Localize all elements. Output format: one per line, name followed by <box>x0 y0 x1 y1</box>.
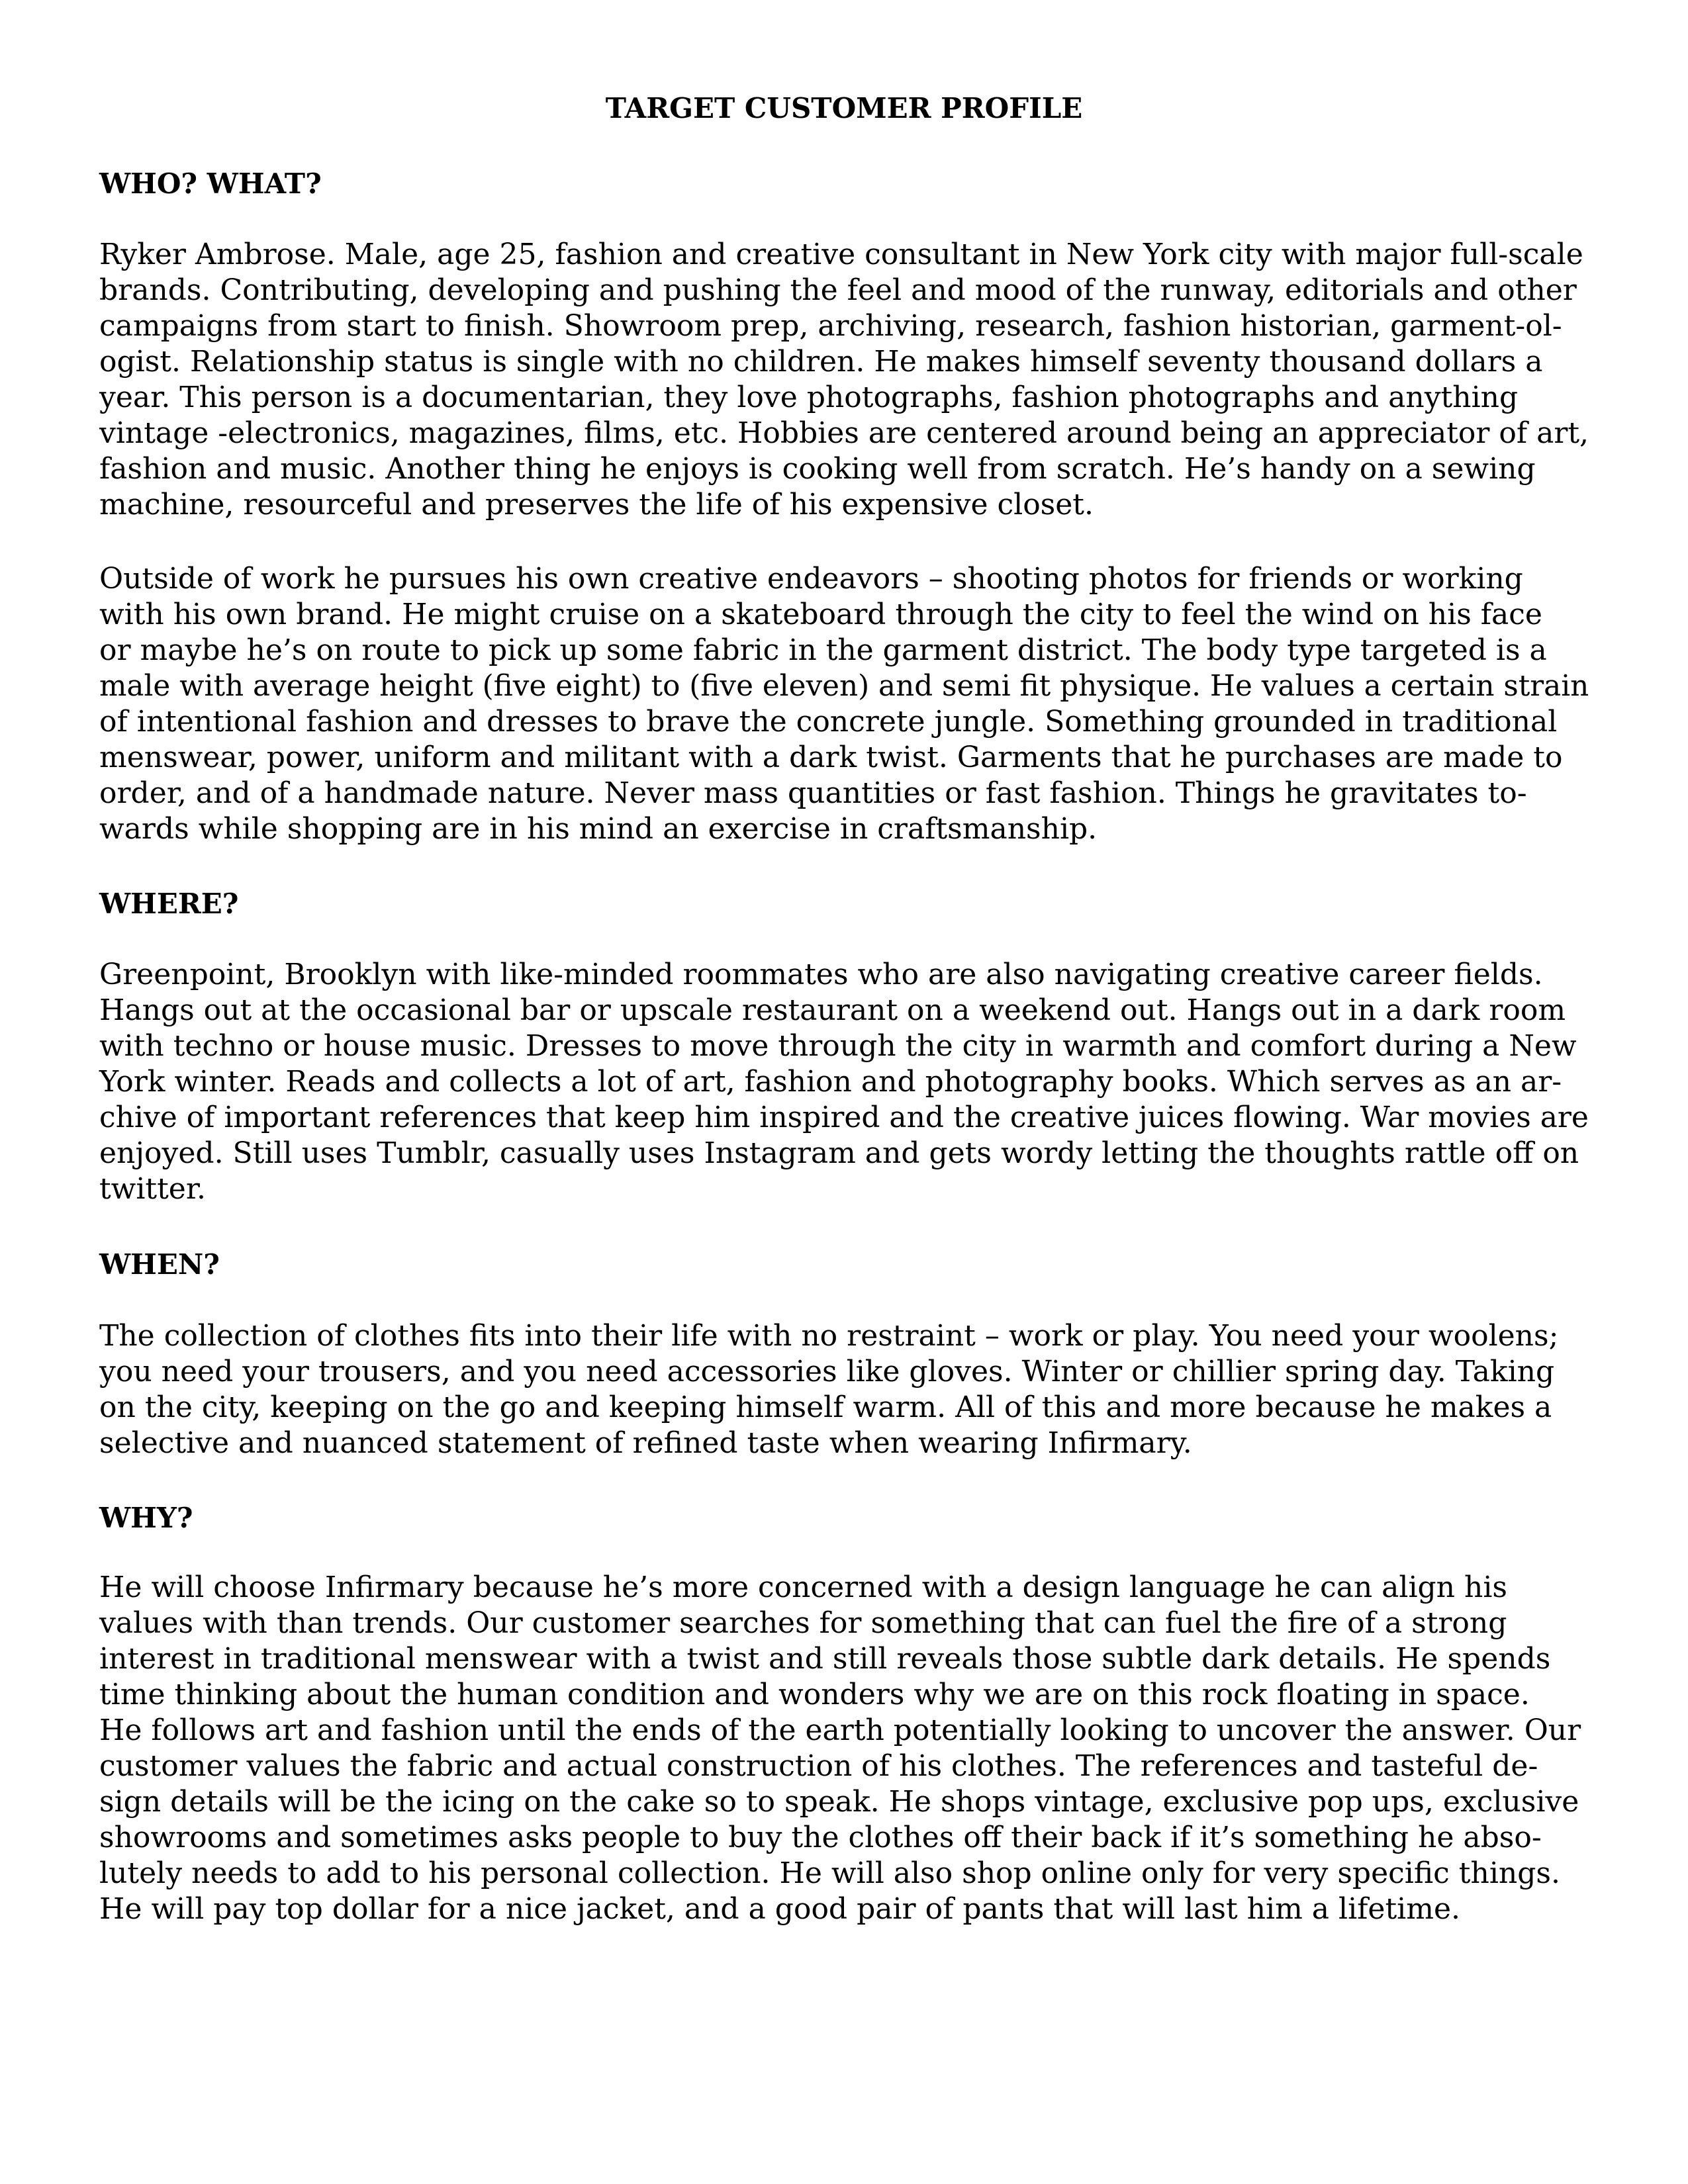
text-line: order, and of a handmade nature. Never mass quantities or fast fashion. Things he gravitates to- <box>99 776 1527 810</box>
text-line: machine, resourceful and preserves the life of his expensive closet. <box>99 488 1094 522</box>
section-heading-why: WHY? <box>99 1502 193 1534</box>
text-line: York winter. Reads and collects a lot of art, fashion and photography books. Which serves as an ar- <box>99 1065 1562 1099</box>
text-line: showrooms and sometimes asks people to buy the clothes off their back if it’s something he abso- <box>99 1821 1542 1854</box>
text-line: on the city, keeping on the go and keeping himself warm. All of this and more because he makes a <box>99 1390 1552 1424</box>
text-line: campaigns from start to finish. Showroom prep, archiving, research, fashion historian, garment-ol- <box>99 309 1562 343</box>
section-heading-where: WHERE? <box>99 887 239 920</box>
text-line: He follows art and fashion until the ends of the earth potentially looking to uncover the answer. Our <box>99 1713 1581 1747</box>
text-line: twitter. <box>99 1172 207 1206</box>
text-line: chive of important references that keep him inspired and the creative juices flowing. War movies are <box>99 1101 1589 1134</box>
text-line: you need your trousers, and you need accessories like gloves. Winter or chillier spring day. Taking <box>99 1355 1555 1388</box>
text-line: lutely needs to add to his personal collection. He will also shop online only for very specific things. <box>99 1856 1560 1890</box>
text-line: or maybe he’s on route to pick up some fabric in the garment district. The body type targeted is a <box>99 633 1547 667</box>
text-line: time thinking about the human condition and wonders why we are on this rock floating in space. <box>99 1678 1530 1711</box>
text-line: of intentional fashion and dresses to brave the concrete jungle. Something grounded in traditional <box>99 705 1558 739</box>
section-heading-who-what: WHO? WHAT? <box>99 167 322 200</box>
page-title: TARGET CUSTOMER PROFILE <box>605 92 1083 124</box>
text-line: Outside of work he pursues his own creative endeavors – shooting photos for friends or working <box>99 562 1523 596</box>
text-line: wards while shopping are in his mind an exercise in craftsmanship. <box>99 812 1098 846</box>
text-line: brands. Contributing, developing and pushing the feel and mood of the runway, editorials and other <box>99 273 1577 307</box>
text-line: year. This person is a documentarian, they love photographs, fashion photographs and anything <box>99 381 1519 414</box>
text-line: values with than trends. Our customer searches for something that can fuel the fire of a strong <box>99 1606 1507 1640</box>
text-line: Ryker Ambrose. Male, age 25, fashion and creative consultant in New York city with major full-scale <box>99 238 1583 271</box>
text-line: Greenpoint, Brooklyn with like-minded roommates who are also navigating creative career fields. <box>99 958 1543 991</box>
text-line: The collection of clothes fits into their life with no restraint – work or play. You need your woolens; <box>99 1319 1559 1353</box>
text-line: vintage -electronics, magazines, films, etc. Hobbies are centered around being an appreciator of art, <box>99 416 1589 450</box>
text-line: Hangs out at the occasional bar or upscale restaurant on a weekend out. Hangs out in a dark room <box>99 993 1566 1027</box>
text-line: ogist. Relationship status is single with no children. He makes himself seventy thousand dollars a <box>99 345 1543 379</box>
text-line: customer values the fabric and actual construction of his clothes. The references and tasteful de- <box>99 1749 1538 1783</box>
text-line: enjoyed. Still uses Tumblr, casually uses Instagram and gets wordy letting the thoughts rattle off on <box>99 1136 1579 1170</box>
text-line: He will pay top dollar for a nice jacket, and a good pair of pants that will last him a lifetime. <box>99 1892 1460 1926</box>
text-line: fashion and music. Another thing he enjoys is cooking well from scratch. He’s handy on a sewing <box>99 452 1536 486</box>
text-line: male with average height (five eight) to (five eleven) and semi fit physique. He values a certain strain <box>99 669 1589 703</box>
section-heading-when: WHEN? <box>99 1248 220 1281</box>
text-line: He will choose Infirmary because he’s more concerned with a design language he can align his <box>99 1570 1507 1604</box>
text-line: with his own brand. He might cruise on a skateboard through the city to feel the wind on his face <box>99 598 1542 631</box>
text-line: sign details will be the icing on the cake so to speak. He shops vintage, exclusive pop ups, exclusive <box>99 1785 1579 1819</box>
text-line: with techno or house music. Dresses to move through the city in warmth and comfort during a New <box>99 1029 1577 1063</box>
text-line: menswear, power, uniform and militant with a dark twist. Garments that he purchases are made to <box>99 741 1563 774</box>
text-line: interest in traditional menswear with a twist and still reveals those subtle dark details. He spends <box>99 1642 1551 1676</box>
text-line: selective and nuanced statement of refined taste when wearing Infirmary. <box>99 1426 1192 1460</box>
